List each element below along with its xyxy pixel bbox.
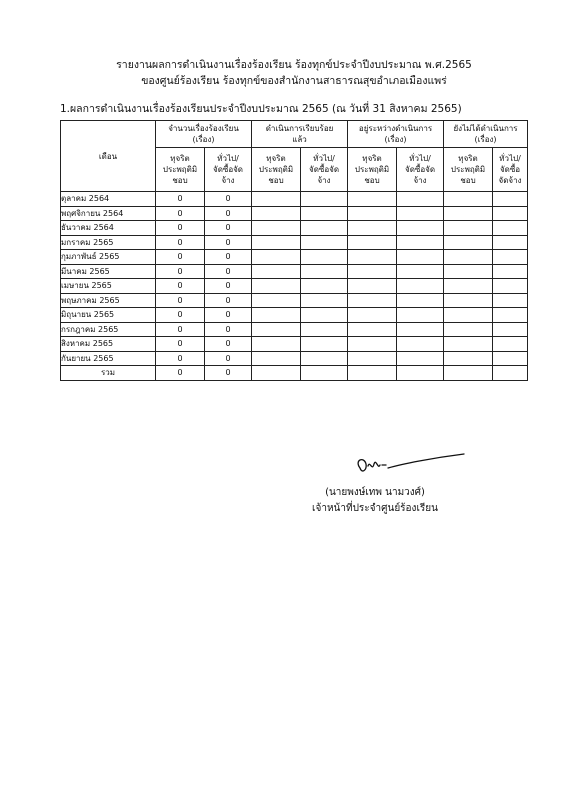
value-cell: 0	[205, 308, 252, 323]
total-label: รวม	[61, 366, 156, 381]
value-cell	[348, 279, 397, 294]
value-cell	[493, 293, 528, 308]
value-cell	[493, 235, 528, 250]
value-cell	[252, 192, 301, 207]
value-cell	[252, 337, 301, 352]
value-cell	[252, 206, 301, 221]
month-cell: กรกฎาคม 2565	[61, 322, 156, 337]
value-cell	[348, 293, 397, 308]
subheader-line: ประพฤติมิ	[450, 165, 486, 174]
handwritten-signature	[352, 450, 472, 482]
value-cell	[493, 279, 528, 294]
subheader-cell	[205, 148, 252, 192]
group-header-completed	[252, 121, 348, 148]
value-cell: 0	[156, 235, 205, 250]
value-cell: 0	[156, 250, 205, 265]
table-row	[61, 351, 528, 366]
value-cell	[252, 322, 301, 337]
value-cell	[301, 250, 348, 265]
value-cell	[252, 293, 301, 308]
subheader-line: ทุจริต	[458, 154, 478, 163]
value-cell: 0	[205, 250, 252, 265]
value-cell	[493, 264, 528, 279]
value-cell	[348, 337, 397, 352]
total-row	[61, 366, 528, 381]
subheader-line: ชอบ	[268, 176, 284, 185]
value-cell	[252, 264, 301, 279]
value-cell	[252, 308, 301, 323]
value-cell	[444, 322, 493, 337]
month-cell: กันยายน 2565	[61, 351, 156, 366]
month-cell: พฤศจิกายน 2564	[61, 206, 156, 221]
group-header-not-started	[444, 121, 528, 148]
group-header-line: อยู่ระหว่างดำเนินการ	[358, 124, 433, 133]
value-cell	[301, 337, 348, 352]
month-cell: เมษายน 2565	[61, 279, 156, 294]
value-cell	[301, 279, 348, 294]
subheader-cell	[444, 148, 493, 192]
value-cell	[397, 206, 444, 221]
value-cell: 0	[156, 293, 205, 308]
subheader-cell	[348, 148, 397, 192]
subheader-line: จัดซื้อจัด	[309, 165, 340, 174]
value-cell	[301, 264, 348, 279]
table-row	[61, 322, 528, 337]
subheader-line: ชอบ	[172, 176, 188, 185]
value-cell	[397, 308, 444, 323]
value-cell	[444, 221, 493, 236]
value-cell: 0	[156, 366, 205, 381]
value-cell: 0	[156, 264, 205, 279]
value-cell	[444, 308, 493, 323]
table-row	[61, 206, 528, 221]
month-cell: มีนาคม 2565	[61, 264, 156, 279]
value-cell: 0	[205, 366, 252, 381]
value-cell	[444, 264, 493, 279]
value-cell	[493, 192, 528, 207]
subheader-cell	[252, 148, 301, 192]
subheader-cell	[397, 148, 444, 192]
value-cell: 0	[205, 206, 252, 221]
section-heading: 1.ผลการดำเนินงานเรื่องร้องเรียนประจำปีงบประมาณ 2565 (ณ วันที่ 31 สิงหาคม 2565)	[60, 103, 462, 115]
subheader-line: จัดซื้อจัด	[405, 165, 436, 174]
value-cell	[493, 337, 528, 352]
value-cell	[301, 206, 348, 221]
value-cell	[444, 206, 493, 221]
value-cell: 0	[205, 279, 252, 294]
group-header-line: จำนวนเรื่องร้องเรียน	[168, 124, 239, 133]
group-header-line: (เรื่อง)	[474, 135, 497, 144]
value-cell	[493, 351, 528, 366]
month-cell: สิงหาคม 2565	[61, 337, 156, 352]
table-row	[61, 264, 528, 279]
value-cell	[397, 337, 444, 352]
value-cell: 0	[205, 351, 252, 366]
value-cell	[397, 264, 444, 279]
table-row	[61, 308, 528, 323]
value-cell	[444, 293, 493, 308]
value-cell	[493, 308, 528, 323]
value-cell	[444, 192, 493, 207]
subheader-line: ประพฤติมิ	[162, 165, 198, 174]
value-cell	[252, 351, 301, 366]
month-cell: ตุลาคม 2564	[61, 192, 156, 207]
value-cell	[397, 322, 444, 337]
subheader-cell	[301, 148, 348, 192]
subheader-line: ทั่วไป/	[409, 154, 431, 163]
value-cell	[348, 322, 397, 337]
value-cell: 0	[156, 308, 205, 323]
table-row	[61, 221, 528, 236]
value-cell	[348, 351, 397, 366]
value-cell	[252, 235, 301, 250]
value-cell	[348, 192, 397, 207]
value-cell	[348, 264, 397, 279]
subheader-line: ชอบ	[460, 176, 476, 185]
subheader-line: ทั่วไป/	[217, 154, 239, 163]
month-cell: มกราคม 2565	[61, 235, 156, 250]
value-cell	[397, 293, 444, 308]
value-cell	[397, 192, 444, 207]
group-header-received	[156, 121, 252, 148]
value-cell	[444, 351, 493, 366]
value-cell: 0	[156, 351, 205, 366]
value-cell: 0	[156, 206, 205, 221]
value-cell	[301, 235, 348, 250]
value-cell	[348, 221, 397, 236]
value-cell: 0	[205, 337, 252, 352]
value-cell	[252, 279, 301, 294]
subheader-line: ทั่วไป/	[499, 154, 521, 163]
value-cell	[301, 351, 348, 366]
value-cell	[397, 279, 444, 294]
value-cell	[444, 279, 493, 294]
value-cell	[493, 250, 528, 265]
group-header-line: ดำเนินการเรียบร้อย	[265, 124, 334, 133]
value-cell: 0	[205, 322, 252, 337]
value-cell	[348, 250, 397, 265]
month-column-header: เดือน	[61, 121, 156, 192]
value-cell: 0	[205, 221, 252, 236]
subheader-line: จัดจ้าง	[498, 176, 522, 185]
subheader-line: จัดซื้อจัด	[213, 165, 243, 174]
value-cell	[301, 366, 348, 381]
value-cell	[397, 235, 444, 250]
value-cell: 0	[205, 235, 252, 250]
table-row	[61, 192, 528, 207]
value-cell	[397, 366, 444, 381]
subheader-line: จ้าง	[317, 176, 331, 185]
value-cell	[348, 366, 397, 381]
subheader-line: ทุจริต	[266, 154, 286, 163]
value-cell	[493, 221, 528, 236]
table-row	[61, 337, 528, 352]
value-cell	[444, 337, 493, 352]
complaints-table	[60, 120, 528, 381]
value-cell	[444, 366, 493, 381]
signatory-position: เจ้าหน้าที่ประจำศูนย์ร้องเรียน	[312, 503, 438, 514]
signatory-name: (นายพงษ์เทพ นามวงศ์)	[325, 487, 425, 498]
table-row	[61, 235, 528, 250]
document-subtitle: ของศูนย์ร้องเรียน ร้องทุกข์ของสำนักงานสาธารณสุขอำเภอเมืองแพร่	[141, 75, 447, 87]
value-cell	[397, 351, 444, 366]
group-header-line: แล้ว	[292, 135, 307, 144]
value-cell: 0	[156, 221, 205, 236]
value-cell	[252, 250, 301, 265]
value-cell	[252, 366, 301, 381]
value-cell	[348, 206, 397, 221]
subheader-line: จ้าง	[221, 176, 235, 185]
group-header-line: (เรื่อง)	[192, 135, 215, 144]
subheader-line: ประพฤติมิ	[258, 165, 294, 174]
value-cell	[301, 221, 348, 236]
month-cell: ธันวาคม 2564	[61, 221, 156, 236]
month-cell: มิถุนายน 2565	[61, 308, 156, 323]
subheader-line: ทั่วไป/	[313, 154, 335, 163]
document-title: รายงานผลการดำเนินงานเรื่องร้องเรียน ร้องทุกข์ประจำปีงบประมาณ พ.ศ.2565	[116, 59, 472, 71]
value-cell	[493, 206, 528, 221]
table-body	[61, 192, 528, 381]
value-cell	[301, 192, 348, 207]
group-header-line: (เรื่อง)	[384, 135, 407, 144]
subheader-line: ประพฤติมิ	[354, 165, 390, 174]
table-row	[61, 293, 528, 308]
value-cell: 0	[205, 264, 252, 279]
value-cell	[397, 250, 444, 265]
table-row	[61, 279, 528, 294]
value-cell	[301, 308, 348, 323]
table-row	[61, 250, 528, 265]
subheader-cell	[156, 148, 205, 192]
value-cell	[301, 293, 348, 308]
subheader-line: จ้าง	[413, 176, 427, 185]
subheader-line: ทุจริต	[362, 154, 382, 163]
value-cell	[493, 322, 528, 337]
group-header-in-progress	[348, 121, 444, 148]
value-cell	[348, 308, 397, 323]
group-header-line: ยังไม่ได้ดำเนินการ	[453, 124, 518, 133]
value-cell	[301, 322, 348, 337]
subheader-line: ทุจริต	[170, 154, 190, 163]
value-cell: 0	[156, 322, 205, 337]
value-cell	[252, 221, 301, 236]
month-cell: กุมภาพันธ์ 2565	[61, 250, 156, 265]
value-cell: 0	[156, 192, 205, 207]
value-cell	[348, 235, 397, 250]
value-cell	[444, 235, 493, 250]
subheader-cell	[493, 148, 528, 192]
value-cell: 0	[156, 337, 205, 352]
value-cell	[397, 221, 444, 236]
subheader-line: ชอบ	[364, 176, 380, 185]
value-cell	[444, 250, 493, 265]
value-cell: 0	[156, 279, 205, 294]
value-cell: 0	[205, 192, 252, 207]
value-cell	[493, 366, 528, 381]
value-cell: 0	[205, 293, 252, 308]
subheader-line: จัดซื้อ	[499, 165, 521, 174]
month-cell: พฤษภาคม 2565	[61, 293, 156, 308]
